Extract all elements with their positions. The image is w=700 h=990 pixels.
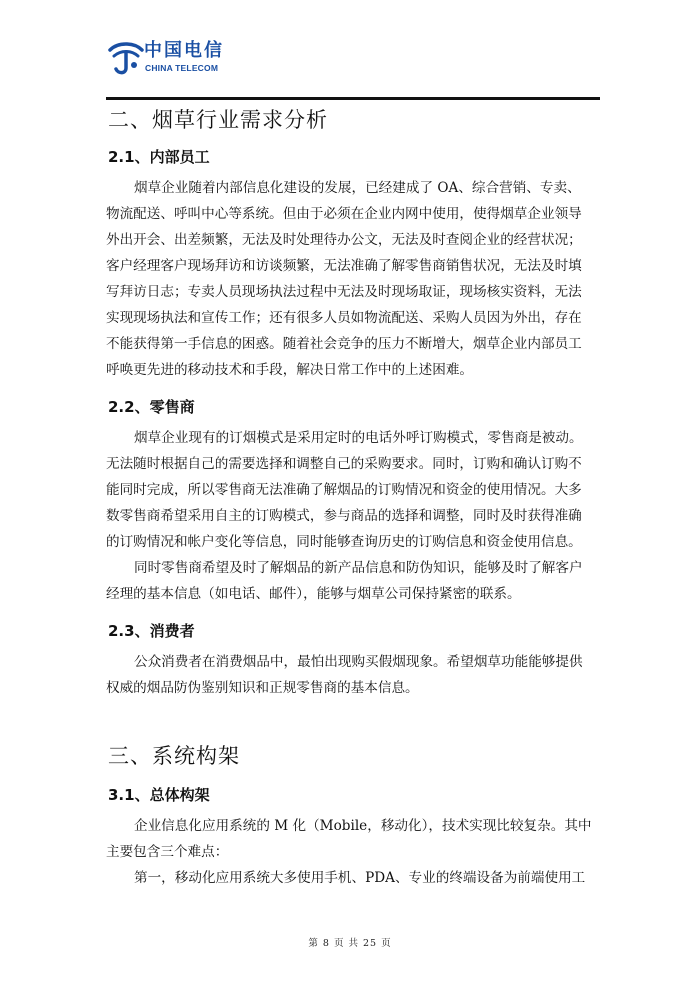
china-telecom-logo [106, 38, 246, 78]
paragraph-line: 实现现场执法和宣传工作；还有很多人员如物流配送、采购人员因为外出，存在 [106, 310, 582, 326]
section-heading: 三、系统构架 [108, 744, 240, 768]
subsection-heading: 2.3、消费者 [108, 622, 195, 640]
paragraph-line: 无法随时根据自己的需要选择和调整自己的采购要求。同时，订购和确认订购不 [106, 456, 582, 472]
page-number: 第 8 页 共 25 页 [308, 938, 392, 949]
logo-chinese-text: 中国电信 [144, 40, 224, 61]
logo-english-text: CHINA TELECOM [145, 63, 219, 73]
paragraph-line: 物流配送、呼叫中心等系统。但由于必须在企业内网中使用，使得烟草企业领导 [106, 206, 582, 222]
paragraph-line: 烟草企业随着内部信息化建设的发展，已经建成了 OA、综合营销、专卖、 [134, 180, 581, 196]
subsection-heading: 3.1、总体构架 [108, 786, 210, 804]
section-heading: 二、烟草行业需求分析 [108, 108, 328, 132]
paragraph-line: 的订购情况和帐户变化等信息，同时能够查询历史的订购信息和资金使用信息。 [106, 534, 582, 550]
paragraph-line: 企业信息化应用系统的 M 化（Mobile，移动化），技术实现比较复杂。其中 [134, 818, 592, 834]
paragraph-line: 客户经理客户现场拜访和访谈频繁，无法准确了解零售商销售状况，无法及时填 [106, 258, 582, 274]
paragraph-line: 不能获得第一手信息的困惑。随着社会竞争的压力不断增大，烟草企业内部员工 [106, 336, 582, 352]
subsection-heading: 2.2、零售商 [108, 398, 195, 416]
paragraph-line: 第一，移动化应用系统大多使用手机、PDA、专业的终端设备为前端使用工 [134, 870, 586, 886]
paragraph-line: 公众消费者在消费烟品中，最怕出现购买假烟现象。希望烟草功能能够提供 [134, 654, 583, 670]
paragraph-line: 外出开会、出差频繁，无法及时处理待办公文，无法及时查阅企业的经营状况； [106, 232, 582, 248]
subsection-heading: 2.1、内部员工 [108, 148, 210, 166]
paragraph-line: 能同时完成，所以零售商无法准确了解烟品的订购情况和资金的使用情况。大多 [106, 482, 582, 498]
paragraph-line: 同时零售商希望及时了解烟品的新产品信息和防伪知识，能够及时了解客户 [134, 560, 583, 576]
paragraph-line: 主要包含三个难点： [106, 844, 229, 860]
paragraph-line: 烟草企业现有的订烟模式是采用定时的电话外呼订购模式，零售商是被动。 [134, 430, 583, 446]
china-telecom-logo-icon [106, 38, 146, 78]
paragraph-line: 数零售商希望采用自主的订购模式，参与商品的选择和调整，同时及时获得准确 [106, 508, 582, 524]
paragraph-line: 权威的烟品防伪鉴别知识和正规零售商的基本信息。 [106, 680, 419, 696]
header-divider [106, 97, 600, 100]
paragraph-line: 呼唤更先进的移动技术和手段，解决日常工作中的上述困难。 [106, 362, 474, 378]
paragraph-line: 写拜访日志；专卖人员现场执法过程中无法及时现场取证，现场核实资料，无法 [106, 284, 582, 300]
paragraph-line: 经理的基本信息（如电话、邮件），能够与烟草公司保持紧密的联系。 [106, 586, 521, 602]
